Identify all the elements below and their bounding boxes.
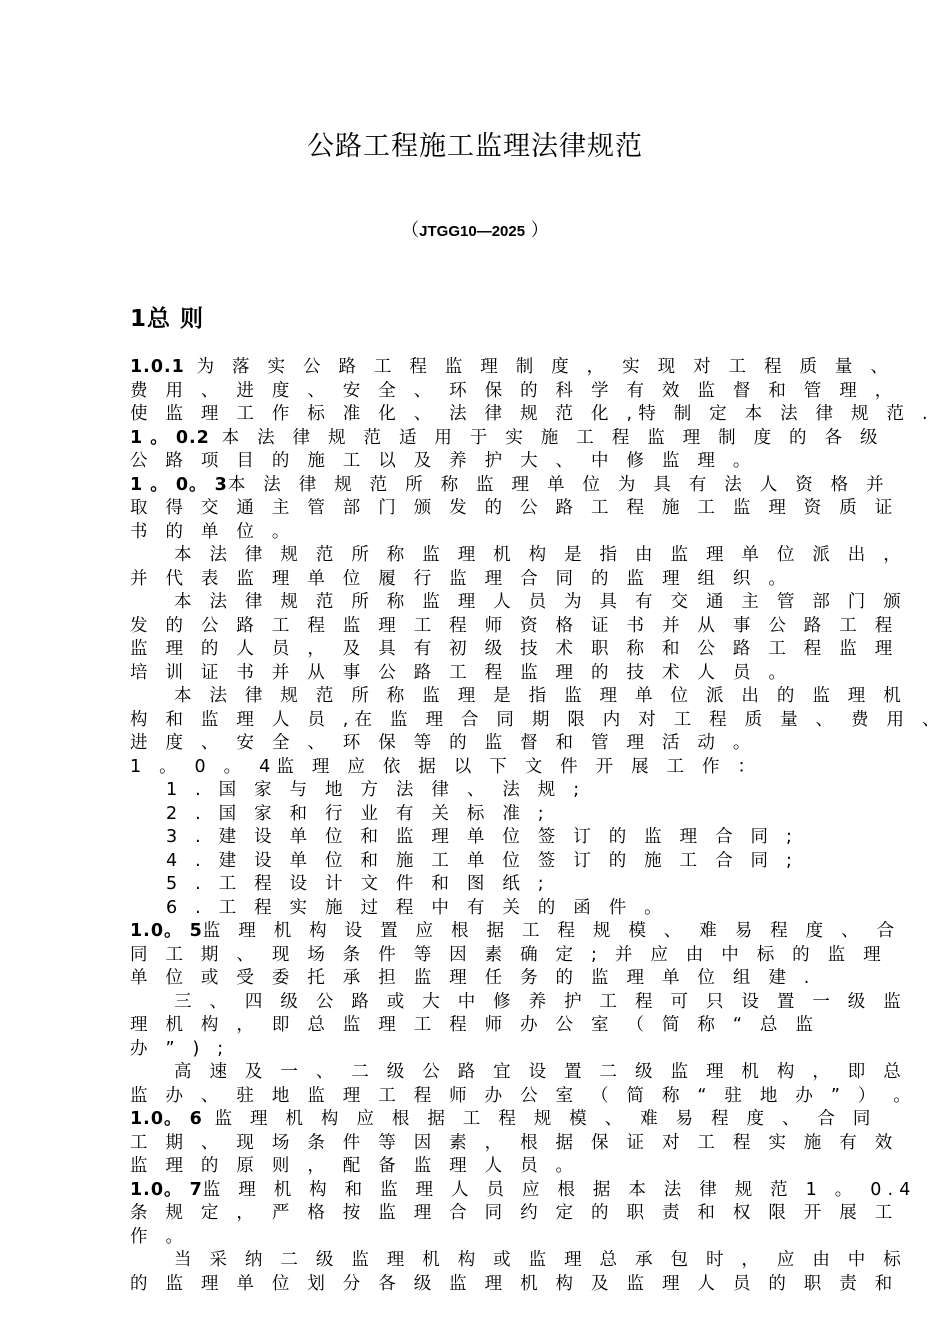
text-line: [130, 732, 850, 756]
body-text: [130, 356, 946, 1296]
clause-number: 1 。 0.2: [130, 427, 210, 448]
text-line: [130, 380, 899, 404]
line-text: 监 理 机 构 应 根 据 工 程 规 模 、 难 易 程 度 、 合 同: [202, 1109, 877, 1129]
text-line: [130, 568, 850, 592]
text-line: [130, 944, 887, 968]
line-text: 并 代 表 监 理 单 位 履 行 监 理 合 同 的 监 理 组 织 。: [130, 568, 793, 589]
line-text: 三 、 四 级 公 路 或 大 中 修 养 护 工 程 可 只 设 置 一 级 监: [174, 991, 907, 1012]
line-text: 当 采 纳 二 级 监 理 机 构 或 监 理 总 承 包 时 ， 应 由 中 标: [174, 1250, 907, 1270]
text-line: [130, 1202, 899, 1226]
text-line: [130, 1226, 850, 1250]
section-heading: 1总 则: [130, 306, 205, 332]
text-line: [130, 591, 907, 615]
line-text: 本 法 律 规 范 所 称 监 理 是 指 监 理 单 位 派 出 的 监 理 机: [174, 686, 907, 706]
text-line: [130, 1132, 899, 1156]
line-text: 进 度 、 安 全 、 环 保 等 的 监 督 和 管 理 活 动 。: [130, 733, 757, 753]
text-line: [130, 1273, 899, 1297]
line-text: 为 落 实 公 路 工 程 监 理 制 度 ， 实 现 对 工 程 质 量 、: [184, 357, 895, 377]
text-line: [130, 1179, 917, 1203]
clause-number: 1.0。 5: [130, 921, 203, 941]
line-text: 5 . 工 程 设 计 文 件 和 图 纸 ;: [166, 874, 550, 894]
line-text: 使 监 理 工 作 标 准 化 、 法 律 规 范 化 ,特 制 定 本 法 律 规 范 .: [130, 404, 934, 424]
text-line: [130, 803, 850, 827]
line-text: 单 位 或 受 委 托 承 担 监 理 任 务 的 监 理 单 位 组 建 .: [130, 968, 816, 988]
text-line: [130, 1108, 877, 1132]
line-text: 理 机 构 ， 即 总 监 理 工 程 师 办 公 室 （ 简 称 “ 总 监: [130, 1015, 820, 1035]
line-text: 3 . 建 设 单 位 和 监 理 单 位 签 订 的 监 理 合 同 ;: [166, 827, 799, 847]
text-line: [130, 826, 850, 850]
text-line: [130, 756, 850, 780]
document-title: 公路工程施工监理法律规范: [307, 131, 643, 162]
line-text: 办 ” ) ;: [130, 1038, 230, 1059]
text-line: [130, 615, 899, 639]
text-line: [130, 638, 899, 662]
line-text: 监 理 的 人 员 ， 及 具 有 初 级 技 术 职 称 和 公 路 工 程 监 理: [130, 639, 899, 659]
text-line: [130, 920, 901, 944]
line-text: 监 理 机 构 和 监 理 人 员 应 根 据 本 法 律 规 范 1 。 0.4: [202, 1179, 917, 1200]
text-line: [130, 873, 850, 897]
text-line: [130, 450, 850, 474]
line-text: 监 理 机 构 设 置 应 根 据 工 程 规 模 、 难 易 程 度 、 合: [202, 921, 901, 941]
line-text: 4 . 建 设 单 位 和 施 工 单 位 签 订 的 施 工 合 同 ;: [166, 850, 799, 871]
line-text: 构 和 监 理 人 员 ,在 监 理 合 同 期 限 内 对 工 程 质 量 、 费 用 、: [130, 709, 946, 730]
line-text: 培 训 证 书 并 从 事 公 路 工 程 监 理 的 技 术 人 员 。: [130, 662, 793, 683]
text-line: [130, 991, 907, 1015]
text-line: [130, 967, 850, 991]
text-line: [130, 1038, 850, 1062]
line-text: 发 的 公 路 工 程 监 理 工 程 师 资 格 证 书 并 从 事 公 路 工 程: [130, 615, 899, 636]
line-text: 作 。: [130, 1226, 190, 1247]
line-text: 监 办 、 驻 地 监 理 工 程 师 办 公 室 （ 简 称 “ 驻 地 办 ” ） 。: [130, 1085, 918, 1106]
text-line: [130, 497, 899, 521]
text-line: [130, 1061, 907, 1085]
clause-number: 1.0.1: [130, 357, 185, 377]
line-text: 2 . 国 家 和 行 业 有 关 标 准 ;: [166, 803, 550, 824]
line-text: 本 法 律 规 范 所 称 监 理 单 位 为 具 有 法 人 资 格 并: [227, 474, 890, 495]
line-text: 同 工 期 、 现 场 条 件 等 因 素 确 定 ; 并 应 由 中 标 的 监 理: [130, 944, 887, 965]
line-text: 本 法 律 规 范 所 称 监 理 人 员 为 具 有 交 通 主 管 部 门 颁: [174, 592, 907, 612]
line-text: 公 路 项 目 的 施 工 以 及 养 护 大 、 中 修 监 理 。: [130, 451, 757, 471]
text-line: [130, 850, 850, 874]
text-line: [130, 709, 946, 733]
line-text: 高 速 及 一 、 二 级 公 路 宜 设 置 二 级 监 理 机 构 ， 即 总: [174, 1062, 907, 1082]
line-text: 条 规 定 ， 严 格 按 监 理 合 同 约 定 的 职 责 和 权 限 开 展 工: [130, 1203, 899, 1223]
clause-number: 1.0。 7: [130, 1179, 203, 1200]
line-text: 本 法 律 规 范 所 称 监 理 机 构 是 指 由 监 理 单 位 派 出 ，: [174, 545, 907, 565]
text-line: [130, 779, 850, 803]
document-code: [0, 216, 950, 242]
text-line: [130, 1085, 918, 1109]
text-line: [130, 897, 850, 921]
line-text: 工 期 、 现 场 条 件 等 因 素 ， 根 据 保 证 对 工 程 实 施 有 效: [130, 1132, 899, 1153]
line-text: 的 监 理 单 位 划 分 各 级 监 理 机 构 及 监 理 人 员 的 职 责 和: [130, 1273, 899, 1294]
line-text: 取 得 交 通 主 管 部 门 颁 发 的 公 路 工 程 施 工 监 理 资 质 证: [130, 498, 899, 518]
text-line: [130, 685, 907, 709]
clause-number: 1.0。 6: [130, 1109, 203, 1129]
standard-code: JTGG10—2025: [419, 223, 526, 240]
text-line: [130, 521, 850, 545]
line-text: 费 用 、 进 度 、 安 全 、 环 保 的 科 学 有 效 监 督 和 管 理 ，: [130, 380, 899, 401]
line-text: 1 . 国 家 与 地 方 法 律 、 法 规 ;: [166, 780, 586, 800]
text-line: [130, 544, 907, 568]
text-line: [130, 1014, 850, 1038]
line-text: 1 。 0 。 4监 理 应 依 据 以 下 文 件 开 展 工 作 ：: [130, 756, 762, 777]
code-close-paren: ）: [525, 220, 549, 241]
text-line: [130, 662, 850, 686]
clause-number: 1 。 0。 3: [130, 474, 228, 495]
line-text: 本 法 律 规 范 适 用 于 实 施 工 程 监 理 制 度 的 各 级: [209, 427, 884, 448]
line-text: 书 的 单 位 。: [130, 521, 296, 542]
text-line: [130, 1249, 907, 1273]
text-line: [130, 474, 890, 498]
text-line: [130, 427, 884, 451]
line-text: 监 理 的 原 则 ， 配 备 监 理 人 员 。: [130, 1156, 580, 1176]
code-open-paren: （: [401, 220, 420, 241]
text-line: [130, 356, 895, 380]
text-line: [130, 1155, 850, 1179]
line-text: 6 . 工 程 实 施 过 程 中 有 关 的 函 件 。: [166, 897, 668, 918]
text-line: [130, 403, 934, 427]
